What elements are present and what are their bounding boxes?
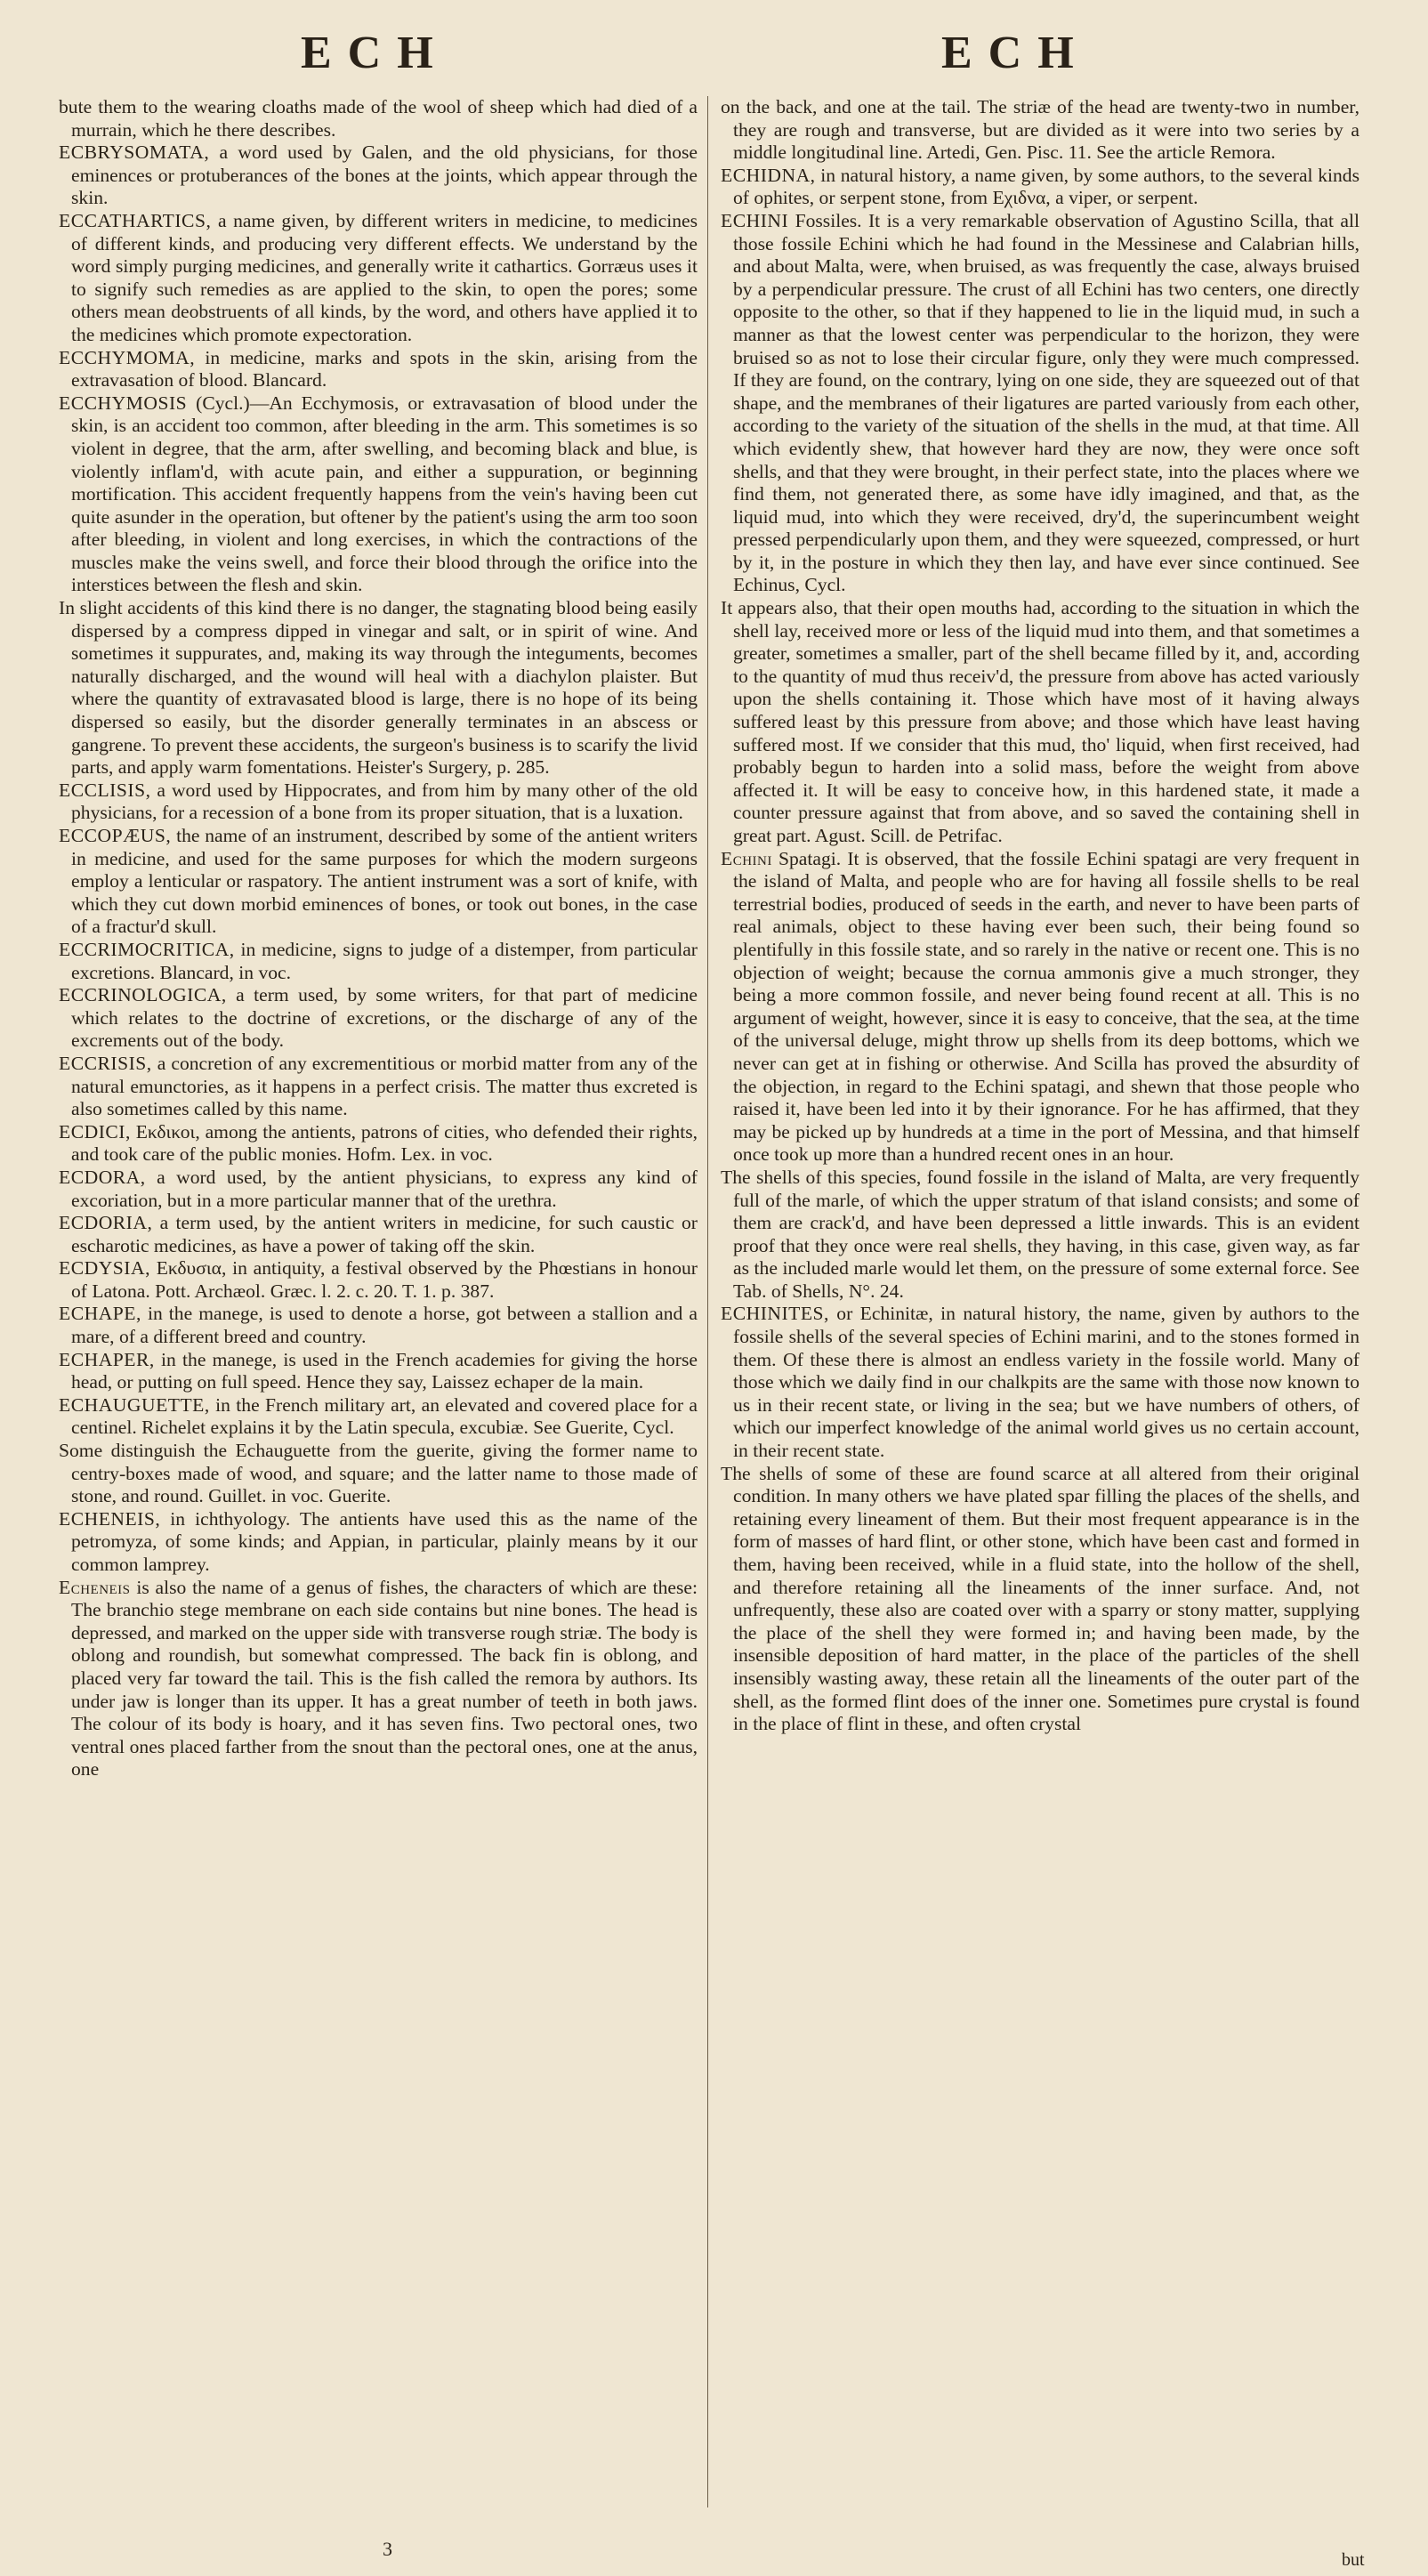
dictionary-entry <box>59 984 698 1053</box>
dictionary-entry <box>59 1577 698 1781</box>
dictionary-entry <box>721 848 1359 1167</box>
entry-text: a word used by Hippocrates, and from him by many other of the old physicians, for a recession of a bone from its proper situation, that is a luxation. <box>71 779 698 824</box>
dictionary-entry <box>721 165 1359 210</box>
dictionary-entry <box>59 825 698 939</box>
dictionary-entry <box>59 1349 698 1394</box>
column-divider <box>707 96 708 2507</box>
entry-text: The shells of some of these are found scarce at all altered from their original condition. In many others we have plated spar filling the places of the shells, and retaining every lineament of them. But their most frequent appearance is in the form of masses of hard flint, or other stone, which have been cast and formed in them, having been received, while in a fluid state, into the hollow of the shell, and therefore retaining all the lineaments of the inner surface. And, not unfrequently, these also are coated over with a sparry or stony matter, supplying the place of the shell they were formed in; and having been made, by the insensible deposition of hard matter, in the place of the particles of the shell insensibly wasting away, these retain all the lineaments of the outer part of the shell, as the formed flint does of the inner one. Sometimes pure crystal is found in the place of flint in these, and often crystal <box>721 1462 1359 1735</box>
entry-text: a word used, by the antient physicians, to express any kind of excoriation, but in a more particular manner that of the urethra. <box>71 1166 698 1211</box>
entry-headword: Echini <box>721 847 772 869</box>
entry-headword: ECCATHARTICS, <box>59 209 212 231</box>
dictionary-entry <box>59 939 698 984</box>
entry-text: is also the name of a genus of fishes, the characters of which are these: The branchio stege membrane on each side contains but nine bones. The head is depressed, and marked on the upper side with transverse rough striæ. The body is oblong and roundish, but somewhat compressed. The back fin is oblong, and placed very far toward the tail. This is the fish called the remora by authors. Its under jaw is longer than its upper. It has a great number of teeth in both jaws. The colour of its body is hoary, and it has seven fins. Two pectoral ones, two ventral ones placed farther from the snout than the pectoral ones, one at the anus, one <box>71 1576 698 1781</box>
dictionary-entry <box>59 1394 698 1440</box>
dictionary-entry <box>721 1463 1359 1736</box>
entry-text: in the French military art, an elevated and covered place for a centinel. Richelet explains it by the Latin specula, excubiæ. See Guerite, Cycl. <box>71 1393 698 1439</box>
entry-text: Εκδικοι, among the antients, patrons of cities, who defended their rights, and took care of the public monies. Hofm. Lex. in voc. <box>71 1120 698 1166</box>
dictionary-entry <box>59 1167 698 1212</box>
entry-text: It appears also, that their open mouths had, according to the situation in which the shell lay, received more or less of the liquid mud into them, and that sometimes a greater, sometimes a smaller, part of the shell became filled by it, and, according to the quantity of mud thus receiv'd, the pressure from above has acted variously upon the shells containing it. Those which have most of it having always suffered least by this pressure from above; and those which have least having suffered most. If we consider that this mud, tho' liquid, when first received, had probably begun to harden into a solid mass, before the weight from above affected it. It will be easy to conceive how, in this hardened state, it made a counter pressure against that from above, and so saved the containing shell in great part. Agust. Scill. de Petrifac. <box>721 597 1359 846</box>
entry-text: Fossiles. It is a very remarkable observation of Agustino Scilla, that all those fossile Echini which he had found in the Messinese and Calabrian hills, and about Malta, were, when bruised, as was frequently the case, always bruised by a perpendicular pressure. The crust of all Echini has two centers, one directly opposite to the other, so that if they happened to lie in the liquid mud, in such a manner as that the lowest center was perpendicular to the horizon, they were bruised so as not to lose their circular figure, only they were much compressed. If they are found, on the contrary, lying on one side, they are squeezed out of that shape, and the membranes of their ligatures are parted variously from each other, according to the variety of the situation of the shells in the mud, at that time. All which evidently shew, that however hard they are now, they were once soft shells, and that they were brought, in their perfect state, into the places where we find them, not generated there, as some have idly imagined, and that, as the liquid mud, into which they were received, dry'd, the superincumbent weight pressed perpendicularly upon them, and they were squeezed, compressed, or hurt by it, in the posture in which they then lay, and have ever since continued. See Echinus, Cycl. <box>733 209 1359 596</box>
dictionary-entry <box>59 1053 698 1121</box>
entry-text: In slight accidents of this kind there is no danger, the stagnating blood being easily dispersed by a compress dipped in vinegar and salt, or in spirit of wine. And sometimes it suppurates, and, making its way through the integuments, becomes naturally discharged, and the wound will heal with a diachylon plaister. But where the quantity of extravasated blood is large, there is no hope of its being dispersed so easily, but the disorder generally terminates in an abscess or gangrene. To prevent these accidents, the surgeon's business is to scarify the livid parts, and apply warm fomentations. Heister's Surgery, p. 285. <box>59 597 698 779</box>
dictionary-entry <box>59 1440 698 1508</box>
dictionary-entry <box>721 96 1359 165</box>
entry-headword: ECCRINOLOGICA, <box>59 984 227 1006</box>
entry-text: or Echinitæ, in natural history, the name, given by authors to the fossile shells of the several species of Echini marini, and to the stones formed in them. Of these there is almost an endless variety in the fossile world. Many of those which we daily find in our chalkpits are the same with those now known to us in their recent state, or living in the sea; but we have numbers of others, of which our imperfect knowledge of the animal world gives us no certain account, in their recent state. <box>733 1303 1359 1462</box>
entry-text: Some distinguish the Echauguette from the guerite, giving the former name to centry-boxes made of wood, and square; and the latter name to those made of stone, and round. Guillet. in voc. Guerite. <box>59 1440 698 1507</box>
dictionary-entry <box>59 597 698 779</box>
entry-headword: ECCRISIS, <box>59 1052 152 1074</box>
dictionary-entry <box>721 1167 1359 1304</box>
entry-headword: ECCHYMOMA, <box>59 346 196 368</box>
entry-headword: ECHINITES, <box>721 1303 829 1325</box>
dictionary-entry <box>59 1212 698 1257</box>
dictionary-entry <box>59 141 698 210</box>
running-head-right: ECH <box>941 28 1090 78</box>
dictionary-entry <box>59 1121 698 1167</box>
entry-text: (Cycl.)—An Ecchymosis, or extravasation of blood under the skin, is an accident too common, after bleeding in the arm. This sometimes is so violent in degree, that the arm, after swelling, and becoming black and blue, is violently inflam'd, with acute pain, and either a suppuration, or beginning mortification. This accident frequently happens from the vein's having been cut quite asunder in the operation, but oftener by the patient's using the arm too soon after bleeding, in violent and long exercises, in which the contractions of the muscles make the veins swell, and force their blood through the orifice into the interstices between the flesh and skin. <box>71 392 698 596</box>
dictionary-entry <box>59 779 698 825</box>
entry-text: The shells of this species, found fossile in the island of Malta, are very frequently full of the marle, of which the upper stratum of that island consists; and some of them are crack'd, and have been depressed a little inwards. This is an evident proof that they once were real shells, they having, in this case, given way, as far as the included marle would let them, on the pressure of some external force. See Tab. of Shells, N°. 24. <box>721 1166 1359 1302</box>
entry-text: Spatagi. It is observed, that the fossile Echini spatagi are very frequent in the island of Malta, and people who are for having all fossile shells to be real terrestrial bodies, produced of seeds in the earth, and never to have been parts of real animals, object to these having ever been such, their being found so plentifully in this fossile state, and so rarely in the native or recent one. This is no objection of weight; because the cornua ammonis give a much stronger, they being a more common fossile, and never being found recent at all. This is no argument of weight, however, since it is easy to conceive, that the sea, at the time of the universal deluge, might throw up shells from its deep bottoms, which we never can get at in fishing or otherwise. And Scilla has proved the absurdity of the objection, in regard to the Echini spatagi, and shewn that those people who raised it, have been led into it by their ignorance. For he has affirmed, that they may be picked up by hundreds at a time in the port of Messina, and that himself once took up more than a hundred recent ones in an hour. <box>733 847 1359 1166</box>
dictionary-entry <box>59 347 698 392</box>
entry-headword: ECDICI, <box>59 1120 131 1143</box>
entry-text: the name of an instrument, described by some of the antient writers in medicine, and used for the same purposes for which the modern surgeons employ a lenticular or raspatory. The antient instrument was a sort of knife, with which they cut down morbid eminences of bones, or took out bones, in the case of a fractur'd skull. <box>71 825 698 938</box>
page-number: 3 <box>383 2538 392 2560</box>
entry-text: a term used, by the antient writers in medicine, for such caustic or escharotic medicines, as have a power of taking off the skin. <box>71 1212 698 1256</box>
entry-text: a concretion of any excrementitious or morbid matter from any of the natural emunctories, as it happens in a perfect crisis. The matter thus excreted is also sometimes called by this name. <box>71 1052 698 1120</box>
entry-text: in medicine, marks and spots in the skin, arising from the extravasation of blood. Blancard. <box>71 346 698 392</box>
left-column <box>59 96 698 2507</box>
running-head-left: ECH <box>301 28 449 78</box>
entry-text: in the manege, is used in the French academies for giving the horse head, or putting on full speed. Hence they say, Laissez echaper de la main. <box>71 1348 698 1393</box>
dictionary-entry <box>721 1303 1359 1462</box>
dictionary-entry <box>721 210 1359 597</box>
entry-text: bute them to the wearing cloaths made of the wool of sheep which had died of a murrain, which he there describes. <box>59 96 698 141</box>
entry-headword: ECHAUGUETTE, <box>59 1393 210 1416</box>
entry-headword: Echeneis <box>59 1576 131 1598</box>
entry-headword: ECCRIMOCRITICA, <box>59 938 235 960</box>
dictionary-entry <box>59 96 698 141</box>
entry-text: in ichthyology. The antients have used this as the name of the petromyza, of some kinds; and Appian, in particular, plainly means by it our common lamprey. <box>71 1507 698 1575</box>
dictionary-entry <box>59 392 698 597</box>
dictionary-entry <box>59 210 698 347</box>
entry-headword: ECHINI <box>721 209 789 231</box>
entry-text: a word used by Galen, and the old physicians, for those eminences or protuberances of the bones at the joints, which appear through the skin. <box>71 141 698 209</box>
entry-headword: ECHIDNA, <box>721 164 816 186</box>
entry-text: Εκδυσια, in antiquity, a festival observed by the Phœstians in honour of Latona. Pott. Archæol. Græc. l. 2. c. 20. T. 1. p. 387. <box>71 1257 698 1302</box>
entry-headword: ECHAPER, <box>59 1348 155 1370</box>
entry-headword: ECHAPE, <box>59 1303 141 1325</box>
entry-text: in natural history, a name given, by some authors, to the several kinds of ophites, or serpent stone, from Εχιδνα, a viper, or serpent. <box>733 164 1359 209</box>
entry-text: in medicine, signs to judge of a distemper, from particular excretions. Blancard, in voc. <box>71 938 698 983</box>
dictionary-entry <box>59 1257 698 1303</box>
entry-headword: ECDYSIA, <box>59 1257 150 1280</box>
entry-text: a term used, by some writers, for that part of medicine which relates to the doctrine of excretions, or the discharge of any of the excrements out of the body. <box>71 984 698 1052</box>
entry-headword: ECBRYSOMATA, <box>59 141 210 164</box>
dictionary-entry <box>59 1303 698 1348</box>
entry-headword: ECCOPÆUS, <box>59 825 172 846</box>
entry-headword: ECDORIA, <box>59 1212 153 1234</box>
dictionary-entry <box>721 597 1359 848</box>
entry-text: in the manege, is used to denote a horse, got between a stallion and a mare, of a different breed and country. <box>71 1303 698 1348</box>
entry-headword: ECCLISIS, <box>59 779 151 801</box>
entry-text: a name given, by different writers in medicine, to medicines of different kinds, and producing very different effects. We understand by the word simply purging medicines, and generally write it cathartics. Gorræus uses it to signify such remedies as are applied to the skin, to open the pores; some others mean deobstruents of all kinds, by the word, and others have applied it to the medicines which promote expectoration. <box>71 209 698 345</box>
catchword: but <box>1342 2550 1365 2570</box>
entry-text: on the back, and one at the tail. The striæ of the head are twenty-two in number, they are rough and transverse, but are divided as it were into two series by a middle longitudinal line. Artedi, Gen. Pisc. 11. See the article Remora. <box>721 96 1359 164</box>
entry-headword: ECHENEIS, <box>59 1507 161 1530</box>
right-column <box>721 96 1359 2507</box>
entry-headword: ECCHYMOSIS <box>59 392 188 414</box>
dictionary-entry <box>59 1508 698 1577</box>
entry-headword: ECDORA, <box>59 1166 146 1188</box>
